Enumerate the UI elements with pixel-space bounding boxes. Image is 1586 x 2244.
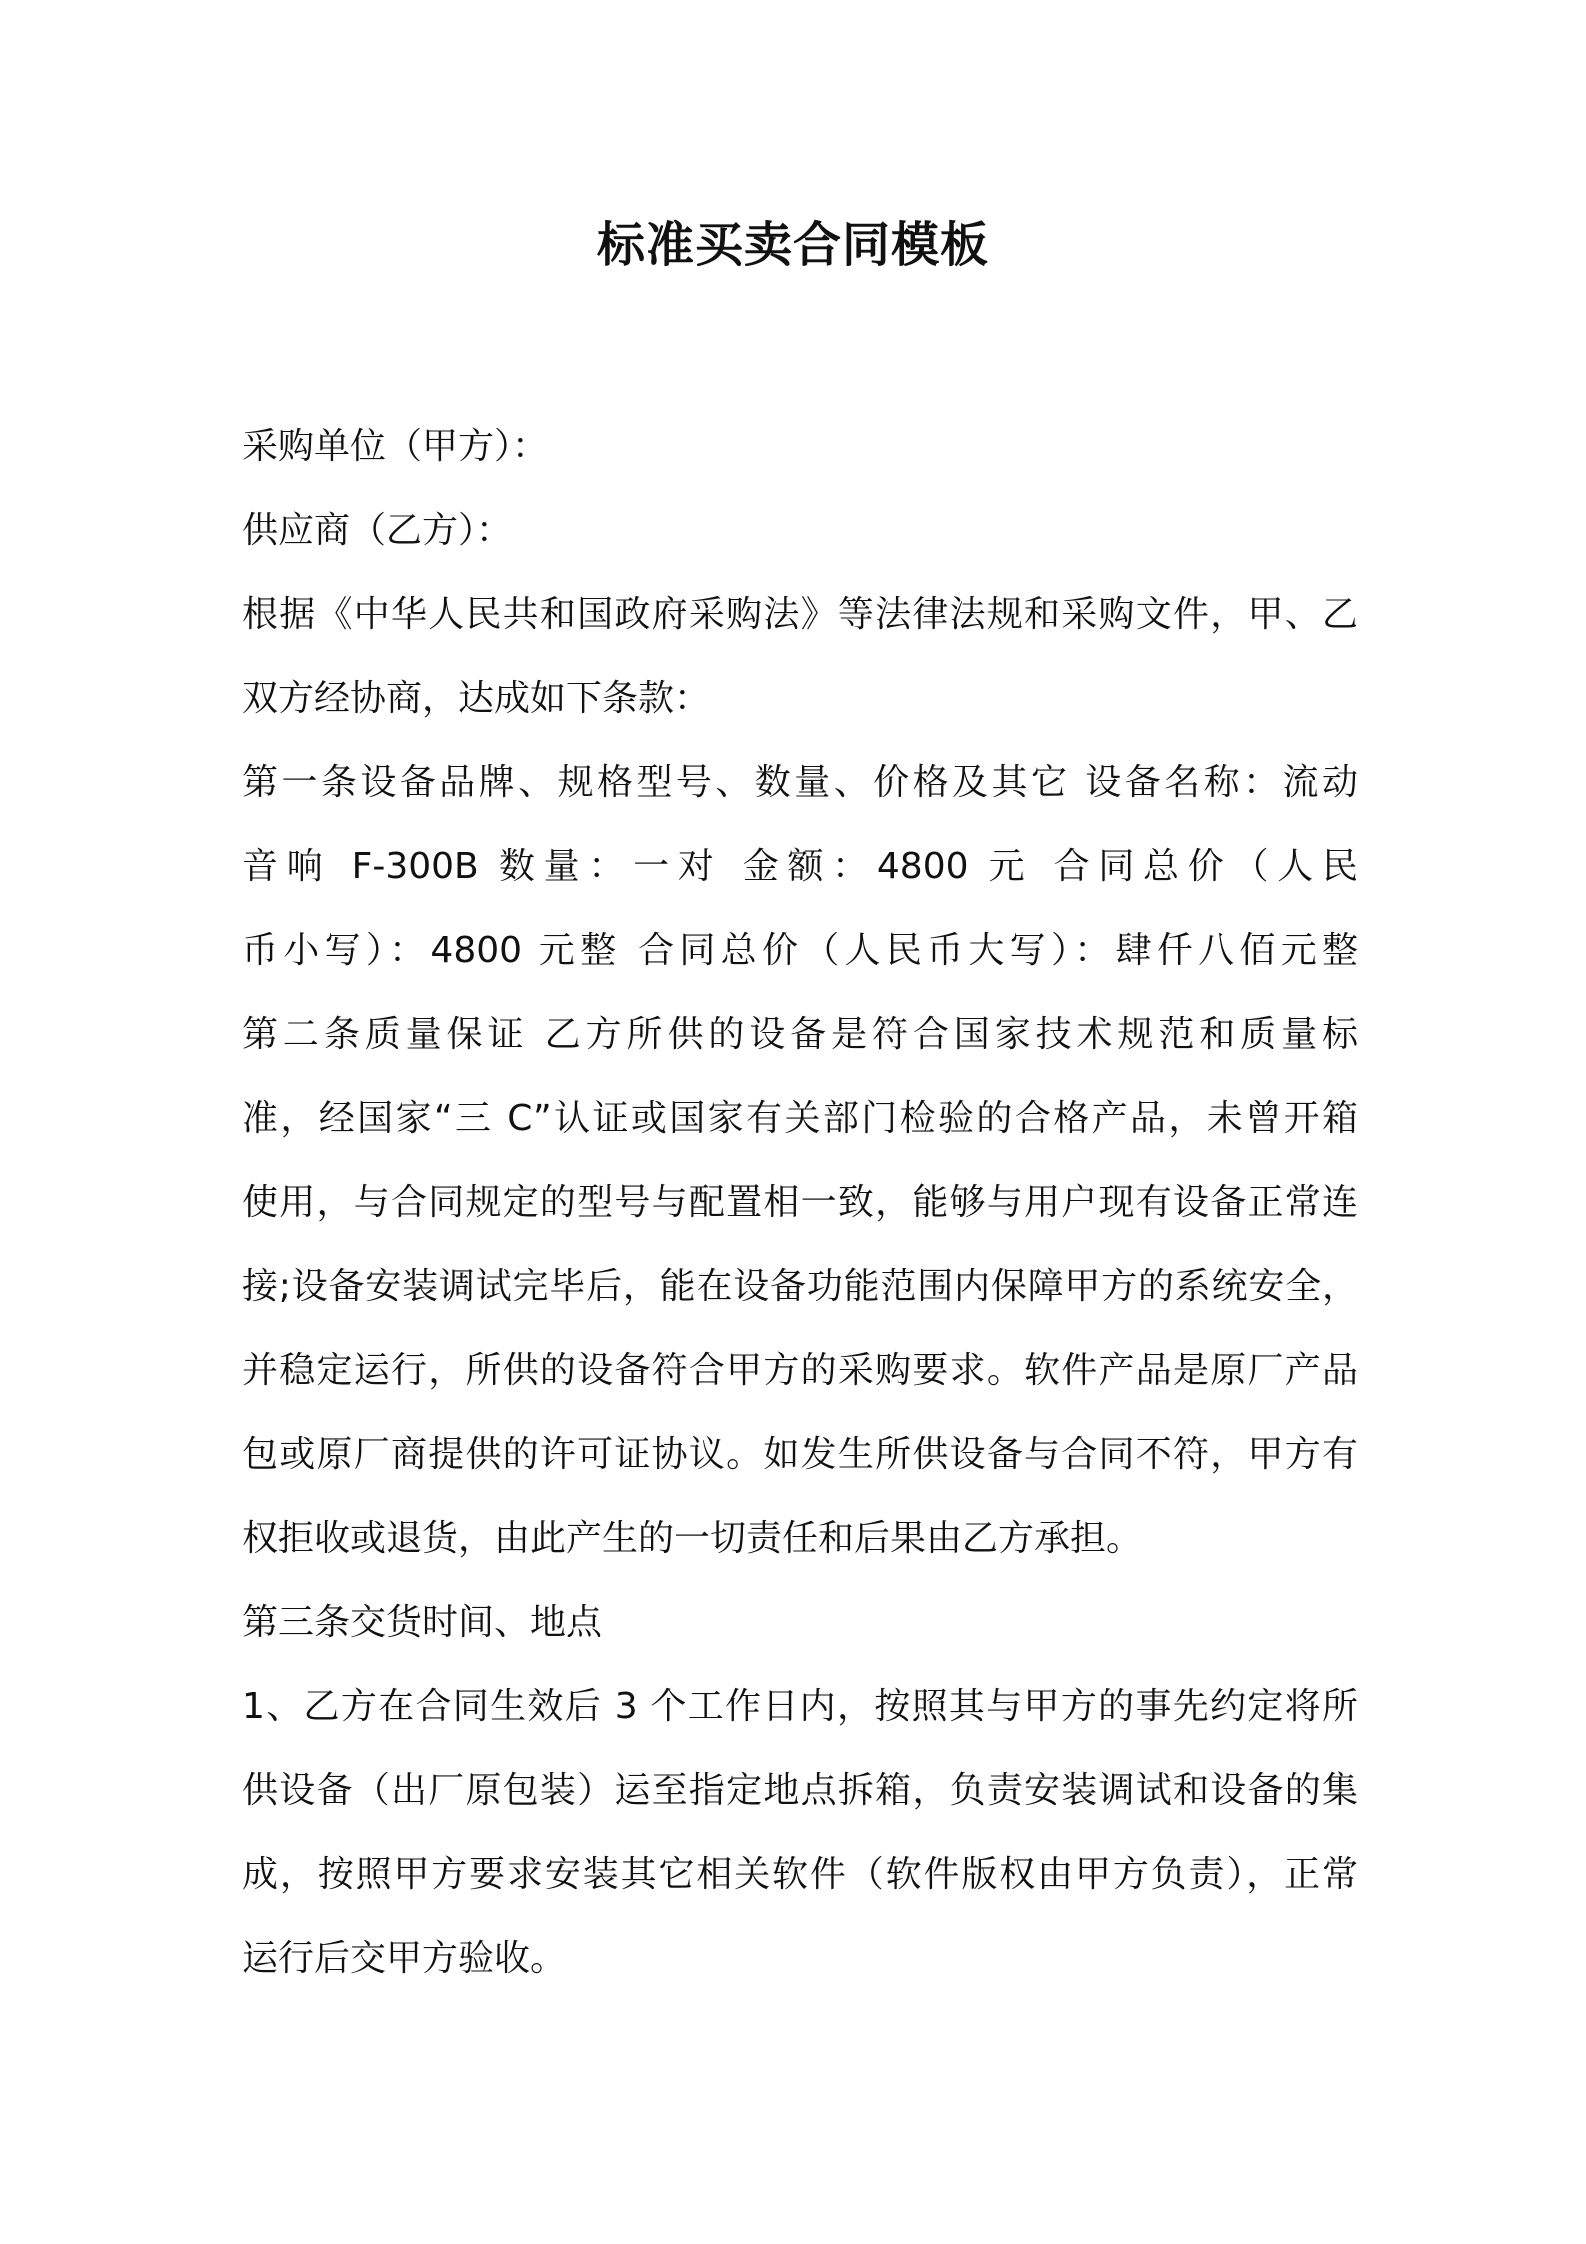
article-1-line-1 (242, 741, 1358, 825)
basis-line-1: 根据《中华人民共和国政府采购法》等法律法规和采购文件，甲、乙 (242, 594, 1358, 635)
article-2-line-1 (242, 993, 1358, 1077)
article-1-model: 音响 F-300B (242, 846, 479, 887)
article-2-line-2: 准，经国家“三 C”认证或国家有关部门检验的合格产品，未曾开箱 (242, 1098, 1358, 1139)
article-2-line-6: 包或原厂商提供的许可证协议。如发生所供设备与合同不符，甲方有 (242, 1434, 1358, 1475)
article-3-line-2: 供设备（出厂原包装）运至指定地点拆箱，负责安装调试和设备的集 (242, 1770, 1358, 1811)
basis-line-2: 双方经协商，达成如下条款： (242, 678, 711, 719)
article-2-line-4: 接;设备安装调试完毕后，能在设备功能范围内保障甲方的系统安全， (242, 1266, 1358, 1307)
article-3-heading: 第三条交货时间、地点 (242, 1602, 603, 1643)
article-2-heading: 第二条质量保证 (242, 1014, 529, 1055)
article-2-line-3: 使用，与合同规定的型号与配置相一致，能够与用户现有设备正常连 (242, 1182, 1358, 1223)
article-3-line-3: 成，按照甲方要求安装其它相关软件（软件版权由甲方负责），正常 (242, 1854, 1358, 1895)
document-body (242, 405, 1358, 2001)
buyer-line: 采购单位（甲方）： (242, 426, 549, 467)
article-2-line-7: 权拒收或退货，由此产生的一切责任和后果由乙方承担。 (242, 1518, 1143, 1559)
article-1-total-upper: 合同总价（人民币大写）：肆仟八佰元整 (638, 930, 1358, 971)
article-1-amount: 金额：4800 元 (742, 846, 1034, 887)
article-1-total-label: 合同总价（人民 (1053, 846, 1358, 887)
supplier-line: 供应商（乙方）： (242, 510, 513, 551)
article-1-line-2 (242, 825, 1358, 909)
article-3-line-4: 运行后交甲方验收。 (242, 1938, 567, 1979)
article-1-device-name: 设备名称：流动 (1085, 762, 1358, 803)
article-2-line-5: 并稳定运行，所供的设备符合甲方的采购要求。软件产品是原厂产品 (242, 1350, 1358, 1391)
article-1-line-3 (242, 909, 1358, 993)
article-3-line-1: 1、乙方在合同生效后 3 个工作日内，按照其与甲方的事先约定将所 (242, 1686, 1358, 1727)
article-1-quantity: 数量：一对 (498, 846, 723, 887)
document-title: 标准买卖合同模板 (596, 217, 989, 273)
article-1-total-lower: 币小写）：4800 元整 (242, 930, 622, 971)
article-1-heading: 第一条设备品牌、规格型号、数量、价格及其它 (242, 762, 1071, 803)
article-2-text-start: 乙方所供的设备是符合国家技术规范和质量标 (544, 1014, 1358, 1055)
